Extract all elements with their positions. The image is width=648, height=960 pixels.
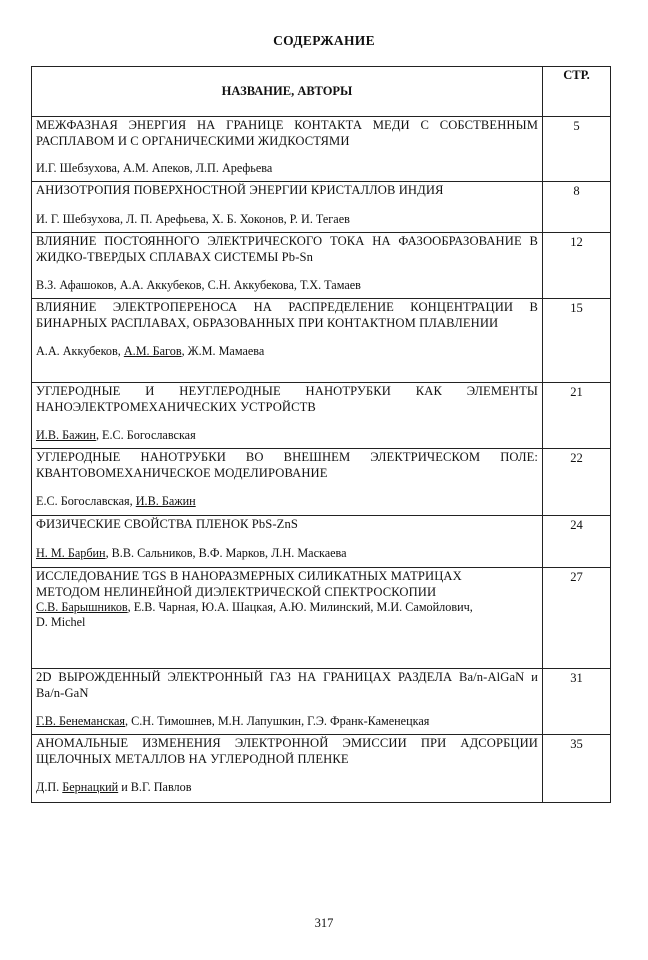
entry-title: УГЛЕРОДНЫЕ И НЕУГЛЕРОДНЫЕ НАНОТРУБКИ КАК ЭЛЕМЕНТЫ НАНОЭЛЕКТРОМЕХАНИЧЕСКИХ УСТРОЙСТВ [36,384,538,414]
entry-cell [32,516,543,568]
entry-authors [36,494,538,509]
entry-authors [36,212,538,227]
table-row [32,449,611,516]
table-row [32,669,611,735]
header-name: НАЗВАНИЕ, АВТОРЫ [32,67,543,117]
entry-authors [36,278,538,293]
author-name: А.М. Багов [123,344,182,358]
entry-title: МЕЖФАЗНАЯ ЭНЕРГИЯ НА ГРАНИЦЕ КОНТАКТА МЕДИ С СОБСТВЕННЫМ РАСПЛАВОМ И С ОРГАНИЧЕСКИМИ ЖИДКОСТЯМИ [36,118,538,148]
entry-cell [32,299,543,383]
entry-title: УГЛЕРОДНЫЕ НАНОТРУБКИ ВО ВНЕШНЕМ ЭЛЕКТРИЧЕСКОМ ПОЛЕ: КВАНТОВОМЕХАНИЧЕСКОЕ МОДЕЛИРОВАНИЕ [36,450,538,480]
page-number: 317 [314,916,334,930]
author-name: D. Michel [36,615,86,629]
entry-title: АНИЗОТРОПИЯ ПОВЕРХНОСТНОЙ ЭНЕРГИИ КРИСТАЛЛОВ ИНДИЯ [36,183,444,197]
entry-cell [32,735,543,803]
author-list: И.Г. Шебзухова, А.М. Апеков, Л.П. Арефьева [36,161,273,175]
entry-cell [32,233,543,299]
entry-page: 15 [543,299,611,383]
table-row [32,299,611,383]
entry-cell [32,449,543,516]
entry-authors [36,546,538,561]
table-row [32,568,611,669]
entry-title: ВЛИЯНИЕ ЭЛЕКТРОПЕРЕНОСА НА РАСПРЕДЕЛЕНИЕ КОНЦЕНТРАЦИИ В БИНАРНЫХ РАСПЛАВАХ, ОБРАЗОВАННЫХ ПРИ КОНТАКТНОМ ПЛАВЛЕНИИ [36,300,538,330]
table-row [32,735,611,803]
entry-title: ИССЛЕДОВАНИЕ TGS В НАНОРАЗМЕРНЫХ СИЛИКАТНЫХ МАТРИЦАХ [36,569,462,583]
author-list: И. Г. Шебзухова, Л. П. Арефьева, Х. Б. Хоконов, Р. И. Тегаев [36,211,350,226]
author-name: , Ж.М. Мамаева [181,344,265,358]
entry-page: 35 [543,735,611,803]
entry-title: ФИЗИЧЕСКИЕ СВОЙСТВА ПЛЕНОК PbS-ZnS [36,517,298,531]
author-name: Е.С. Богославская, [36,494,136,508]
entry-authors [36,344,538,359]
author-name: С.В. Барышников [36,600,128,614]
entry-page: 21 [543,383,611,449]
entry-authors [36,600,538,615]
page-title: СОДЕРЖАНИЕ [273,33,375,48]
entry-title-line2: МЕТОДОМ НЕЛИНЕЙНОЙ ДИЭЛЕКТРИЧЕСКОЙ СПЕКТРОСКОПИИ [36,584,437,599]
contents-table [31,66,611,803]
entry-page: 27 [543,568,611,669]
entry-cell [32,182,543,233]
entry-cell [32,568,543,669]
entry-page: 31 [543,669,611,735]
entry-cell [32,117,543,182]
table-header-row [32,67,611,117]
table-row [32,383,611,449]
author-name: Г.В. Бенеманская [36,714,126,728]
entry-page: 8 [543,182,611,233]
table-row [32,182,611,233]
entry-page: 5 [543,117,611,182]
author-name: Бернацкий [62,780,119,794]
author-name: Д.П. [36,780,63,794]
entry-authors-line2 [36,615,538,630]
author-name: А.А. Аккубеков, [36,344,124,358]
author-name: и В.Г. Павлов [118,780,192,794]
author-list: В.З. Афашоков, А.А. Аккубеков, С.Н. Аккубекова, Т.Х. Тамаев [36,278,361,292]
entry-title: 2D ВЫРОЖДЕННЫЙ ЭЛЕКТРОННЫЙ ГАЗ НА ГРАНИЦАХ РАЗДЕЛА Ba/n-AlGaN и Ba/n-GaN [36,670,538,700]
author-name: , Е.В. Чарная, Ю.А. Шацкая, А.Ю. Милинский, М.И. Самойлович, [127,600,473,614]
table-row [32,516,611,568]
header-page: СТР. [543,67,611,117]
entry-title: АНОМАЛЬНЫЕ ИЗМЕНЕНИЯ ЭЛЕКТРОННОЙ ЭМИССИИ ПРИ АДСОРБЦИИ ЩЕЛОЧНЫХ МЕТАЛЛОВ НА УГЛЕРОДНОЙ ПЛЕНКЕ [36,736,538,766]
entry-cell [32,383,543,449]
entry-page: 24 [543,516,611,568]
author-name: И.В. Бажин [135,494,196,508]
entry-authors [36,780,538,795]
author-name: И.В. Бажин [36,428,96,442]
table-row [32,117,611,182]
entry-authors [36,714,538,729]
author-name: , В.В. Сальников, В.Ф. Марков, Л.Н. Маскаева [105,545,347,560]
entry-cell [32,669,543,735]
entry-page: 22 [543,449,611,516]
author-name: Н. М. Барбин [36,545,106,560]
entry-authors [36,161,538,176]
author-name: , Е.С. Богославская [95,428,196,442]
entry-authors [36,428,538,443]
entry-page: 12 [543,233,611,299]
author-name: , С.Н. Тимошнев, М.Н. Лапушкин, Г.Э. Франк-Каменецкая [125,714,430,728]
entry-title: ВЛИЯНИЕ ПОСТОЯННОГО ЭЛЕКТРИЧЕСКОГО ТОКА НА ФАЗООБРАЗОВАНИЕ В ЖИДКО-ТВЕРДЫХ СПЛАВАХ СИСТЕМЫ Pb-Sn [36,234,538,264]
table-row [32,233,611,299]
